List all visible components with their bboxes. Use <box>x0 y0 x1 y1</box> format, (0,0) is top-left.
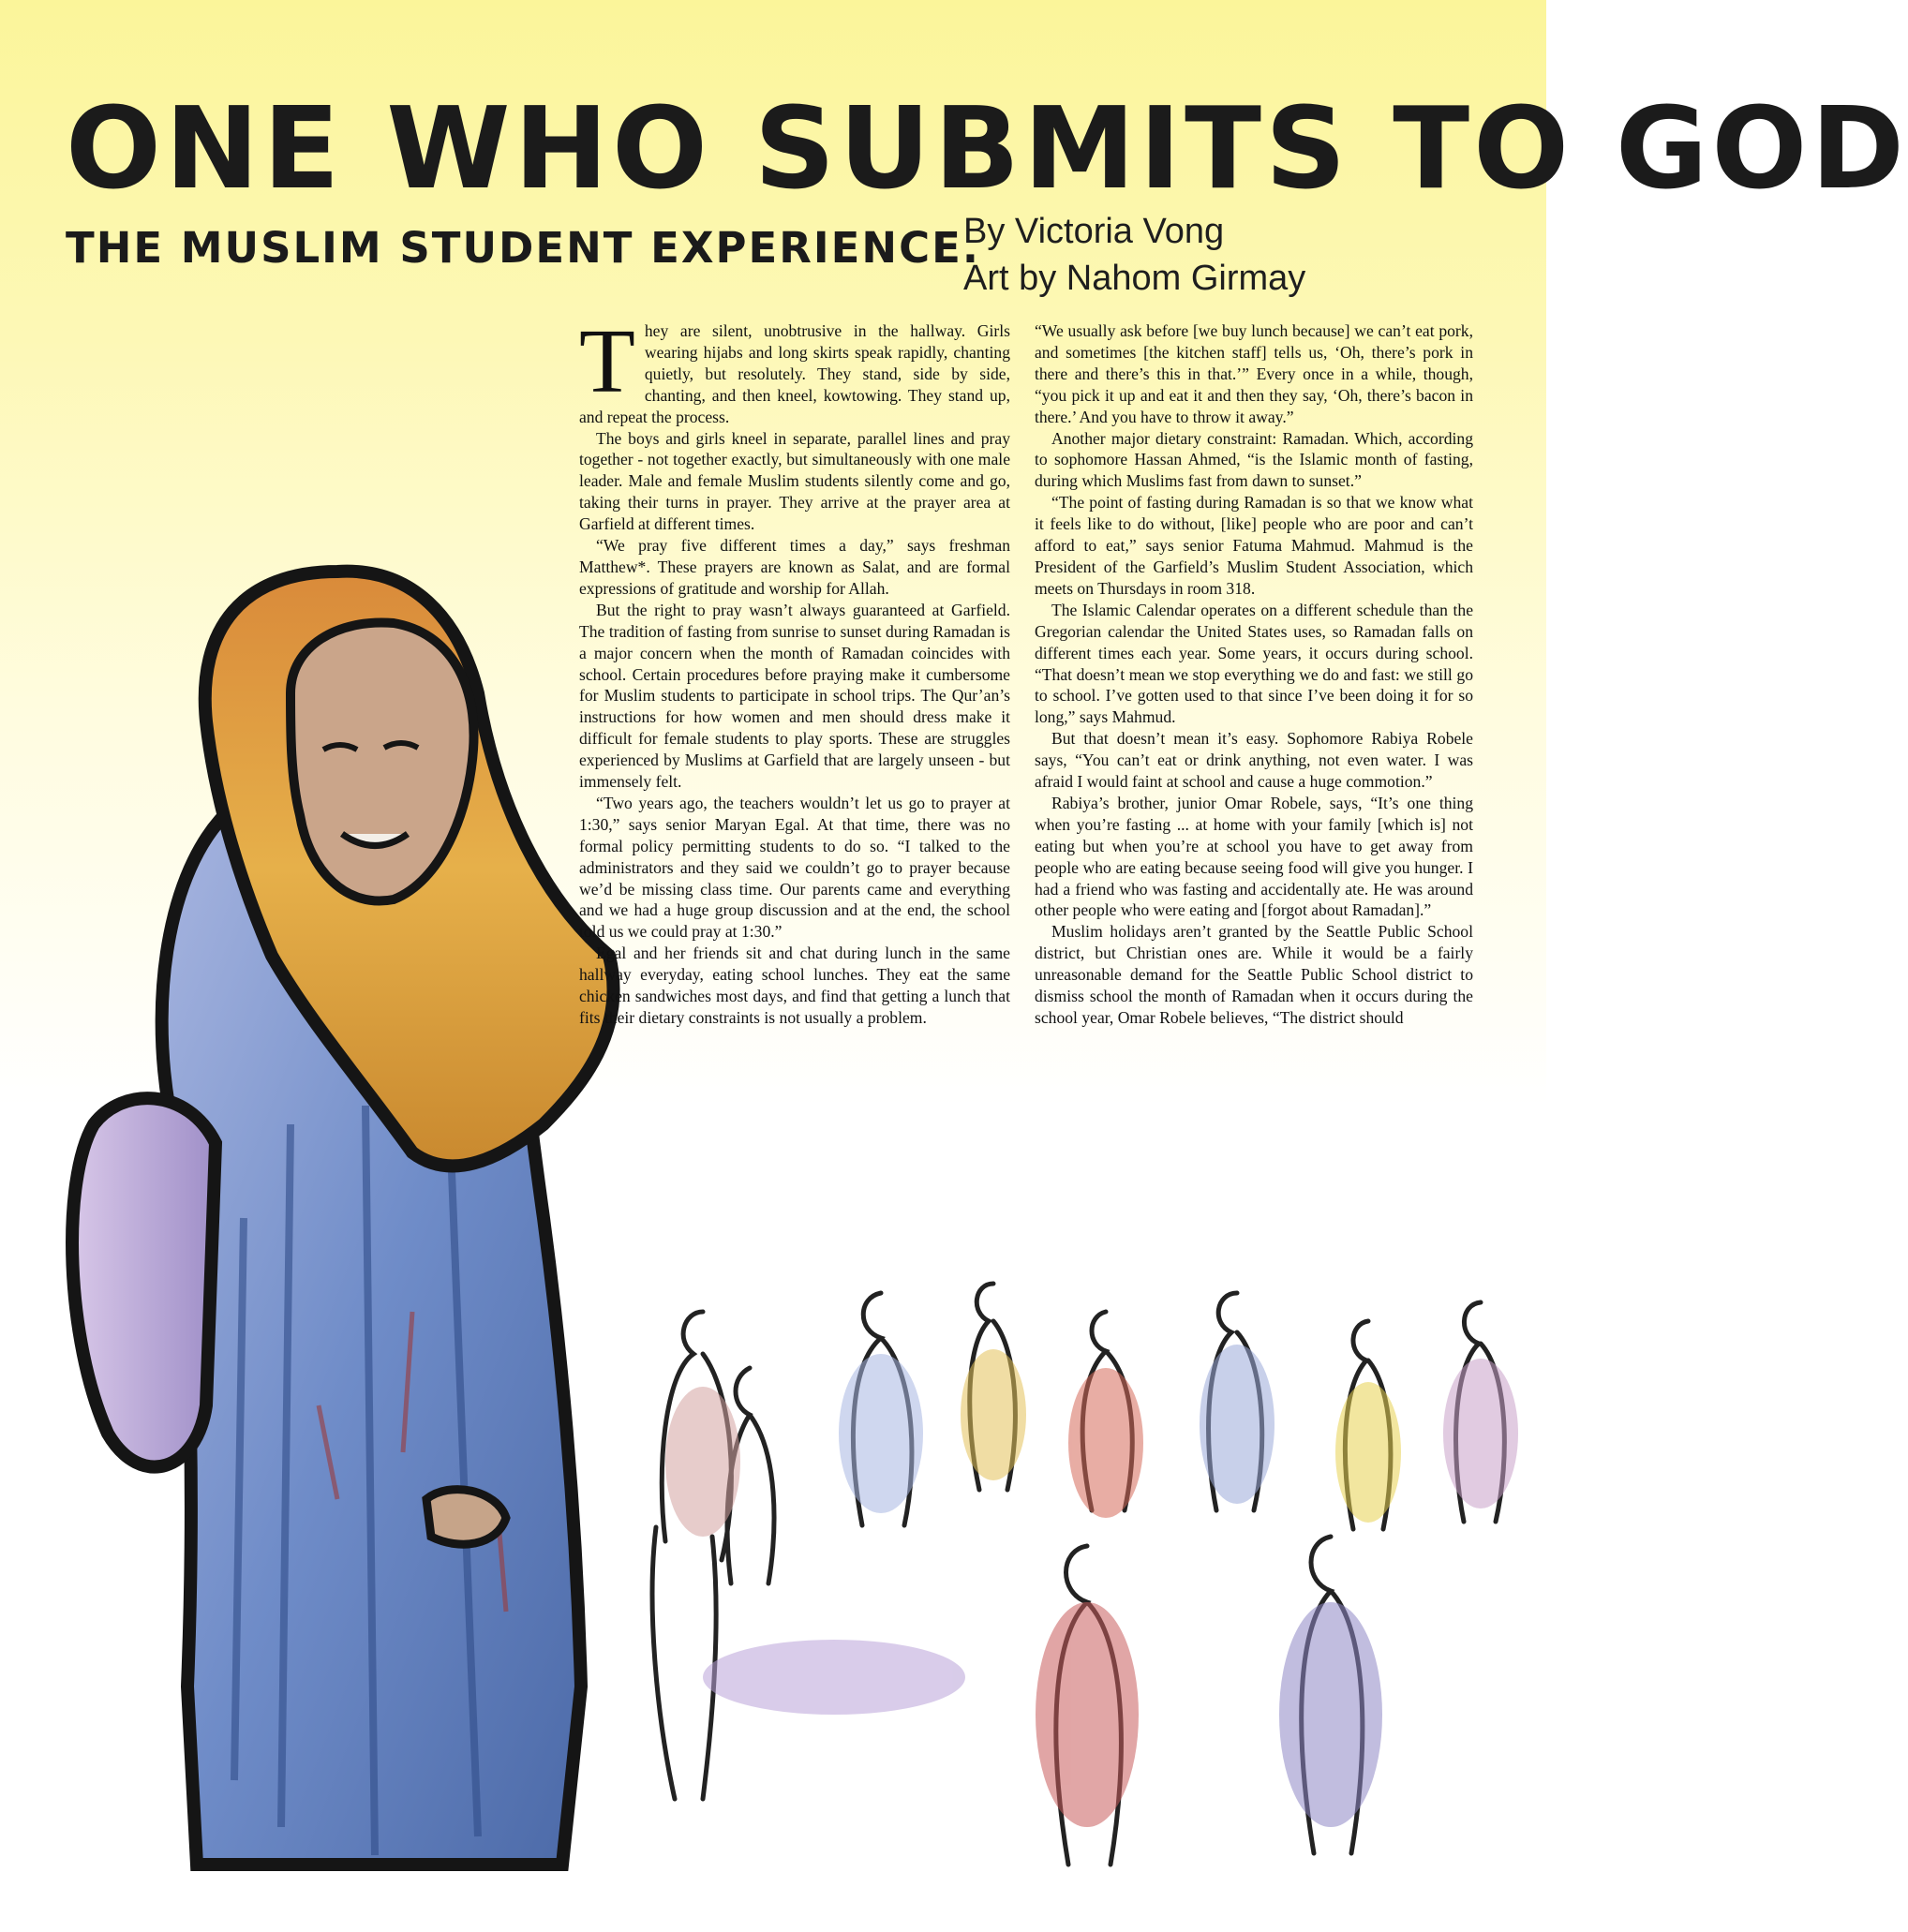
paragraph: “We pray five different times a day,” says freshman Matthew*. These prayers are known as Salat, and are formal expressions of gratitude and worship for Allah. <box>579 536 1010 598</box>
crowd-illustration <box>600 1227 1546 1883</box>
author-byline: By Victoria Vong <box>963 212 1225 251</box>
paragraph: They are silent, unobtrusive in the hallway. Girls wearing hijabs and long skirts speak rapidly, chanting quietly, but resolutely. They stand, side by side, chanting, and then kneel, kowtowing. They stand up, and repeat the process. <box>579 311 1010 426</box>
woman-illustration <box>56 281 619 1874</box>
paragraph: Muslim holidays aren’t granted by the Seattle Public School district, but Christian ones are. While it would be a fairly unreasonable demand for the Seattle Public School district to dismiss school the month of Ramadan when it occurs during the school year, Omar Robele believes, “The district should <box>1035 922 1473 1027</box>
headline: ONE WHO SUBMITS TO GOD <box>66 84 1908 215</box>
paragraph: “We usually ask before [we buy lunch because] we can’t eat pork, and sometimes [the kitchen staff] tells us, ‘Oh, there’s pork in there and there’s this in that.’” Every once in a while, though, “you pick it up and eat it and then they say, ‘Oh, there’s bacon in there.’ And you have to throw it away.” <box>1035 321 1473 426</box>
paragraph: The Islamic Calendar operates on a different schedule than the Gregorian calendar the United States uses, so Ramadan falls on different times each year. Some years, it occurs during school. “That doesn’t mean we stop everything we do and fast: we still go to school. I’ve gotten used to that since I’ve been doing it for so long,” says Mahmud. <box>1035 600 1473 727</box>
art-credit: Art by Nahom Girmay <box>963 259 1306 298</box>
paragraph: But that doesn’t mean it’s easy. Sophomore Rabiya Robele says, “You can’t eat or drink anything, not even water. I was afraid I would faint at school and cause a huge commotion.” <box>1035 729 1473 792</box>
paragraph: Egal and her friends sit and chat during lunch in the same hallway everyday, eating school lunches. They eat the same chicken sandwiches most days, and find that getting a lunch that fits their dietary constraints is not usually a problem. <box>579 944 1010 1027</box>
byline-block <box>963 208 1488 302</box>
article-column-1 <box>579 311 1010 1201</box>
paragraph: Rabiya’s brother, junior Omar Robele, says, “It’s one thing when you’re fasting ... at home with your family [which is] not eating but when you’re at school you have to get away from people who are eating because seeing food will give you hunger. I had a friend who was fasting and accidentally ate. He was around other people who were eating and [forgot about Ramadan].” <box>1035 793 1473 920</box>
paragraph: “The point of fasting during Ramadan is so that we know what it feels like to do without, [like] people who are poor and can’t afford to eat,” says senior Fatuma Mahmud. Mahmud is the President of the Garfield’s Muslim Student Association, which meets on Thursdays in room 318. <box>1035 493 1473 598</box>
paragraph: “Two years ago, the teachers wouldn’t let us go to prayer at 1:30,” says senior Maryan Egal. At that time, there was no formal policy permitting students to do so. “I talked to the administrators and they said we couldn’t go to prayer because we’d be missing class time. Our parents came and everything and we had a huge group discussion and at the end, the school told us we could pray at 1:30.” <box>579 793 1010 942</box>
article-column-2 <box>1035 320 1473 1201</box>
paragraph: But the right to pray wasn’t always guaranteed at Garfield. The tradition of fasting from sunrise to sunset during Ramadan is a major concern when the month of Ramadan coincides with school. Certain procedures before praying make it cumbersome for Muslim students to participate in school trips. The Qur’an’s instructions for how women and men should dress make it difficult for female students to play sports. These are struggles experienced by Muslims at Garfield that are largely unseen - but immensely felt. <box>579 600 1010 792</box>
paragraph: Another major dietary constraint: Ramadan. Which, according to sophomore Hassan Ahmed, “is the Islamic month of fasting, during which Muslims fast from dawn to sunset.” <box>1035 428 1473 491</box>
subheadline: THE MUSLIM STUDENT EXPERIENCE. <box>66 223 980 273</box>
drop-cap: T <box>579 311 635 412</box>
paragraph: The boys and girls kneel in separate, parallel lines and pray together - not together exactly, but simultaneously with one male leader. Male and female Muslim students silently come and go, taking their turns in prayer. They arrive at the prayer area at Garfield at different times. <box>579 428 1010 534</box>
